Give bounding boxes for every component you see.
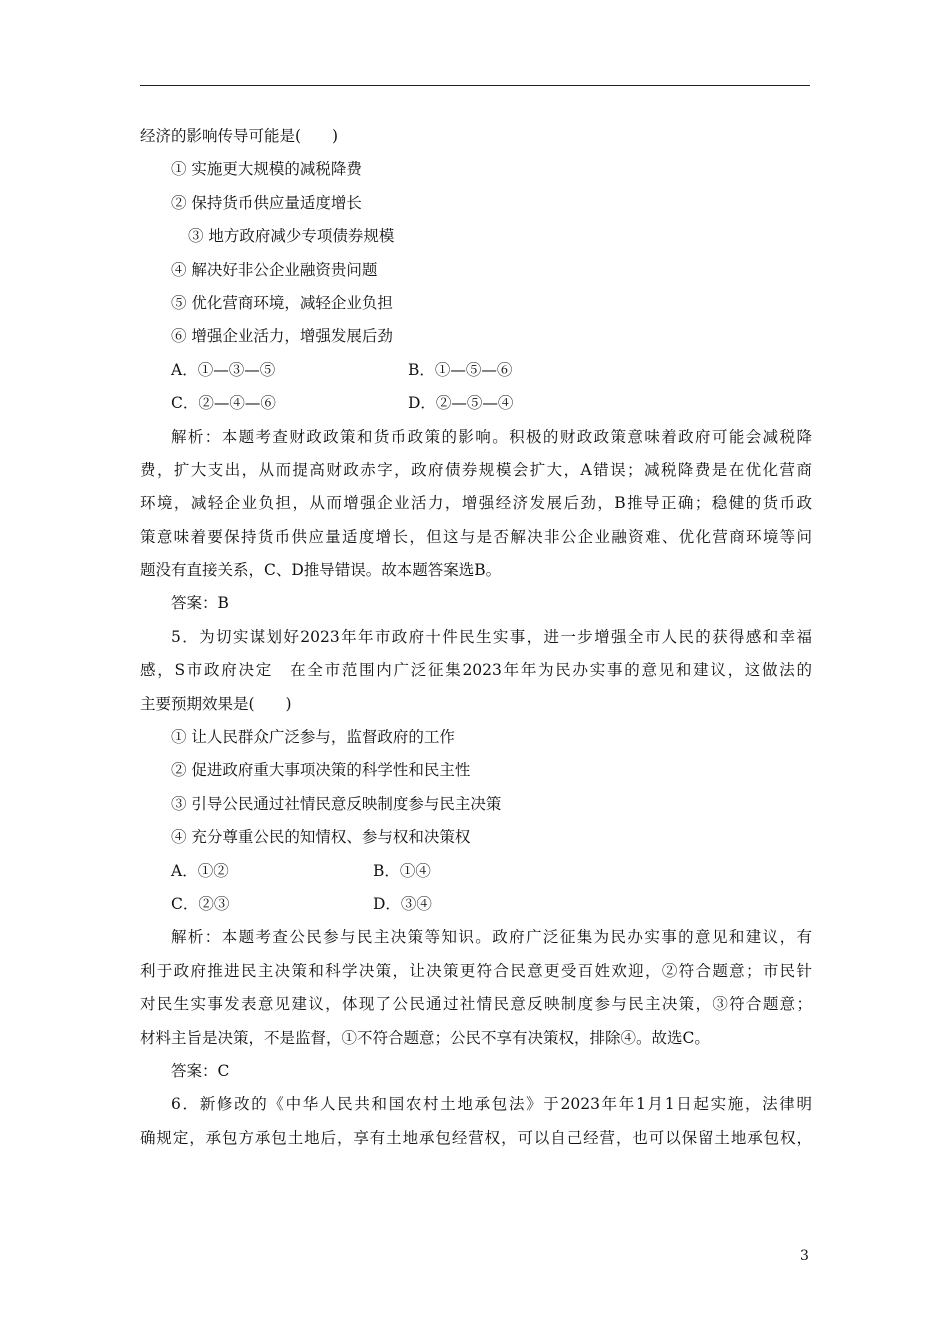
q5-stem-line: 5．为切实谋划好2023年年市政府十件民生实事，进一步增强全市人民的获得感和幸福 — [171, 627, 812, 646]
q5-option-b: B．①④ — [373, 861, 431, 880]
q4-analysis-line: 环境，减轻企业负担，从而增强企业活力，增强经济发展后劲，B推导正确；稳健的货币政 — [140, 494, 812, 513]
q5-options-row-1 — [140, 855, 812, 888]
q6-stem-line: 6．新修改的《中华人民共和国农村土地承包法》于2023年年1月1日起实施，法律明 — [171, 1095, 812, 1114]
q5-stem-line: 感，S市政府决定 在全市范围内广泛征集2023年年为民办实事的意见和建议，这做法的 — [140, 661, 812, 680]
q4-stem-tail: 经济的影响传导可能是( ) — [140, 127, 339, 145]
q4-analysis-line: 题没有直接关系，C、D推导错误。故本题答案选B。 — [140, 561, 502, 580]
q4-item: ② 保持货币供应量适度增长 — [171, 193, 362, 212]
q4-item: ① 实施更大规模的减税降费 — [171, 160, 362, 179]
q4-analysis-line: 解析：本题考查财政政策和货币政策的影响。积极的财政政策意味着政府可能会减税降 — [171, 427, 812, 446]
q4-options-row-2 — [140, 387, 812, 420]
q4-answer: 答案：B — [171, 594, 229, 613]
q4-option-b: B．①—⑤—⑥ — [408, 360, 513, 379]
q4-item: ⑤ 优化营商环境，减轻企业负担 — [171, 293, 393, 312]
q5-option-a: A．①② — [171, 861, 229, 880]
q5-item: ① 让人民群众广泛参与，监督政府的工作 — [171, 728, 455, 747]
q5-item: ② 促进政府重大事项决策的科学性和民主性 — [171, 761, 471, 780]
q5-item: ④ 充分尊重公民的知情权、参与权和决策权 — [171, 828, 471, 847]
q4-analysis-line: 费，扩大支出，从而提高财政赤字，政府债券规模会扩大，A错误；减税降费是在优化营商 — [140, 460, 812, 479]
q4-analysis-line: 策意味着要保持货币供应量适度增长，但这与是否解决非公企业融资难、优化营商环境等问 — [140, 527, 812, 546]
q4-item: ③ 地方政府减少专项债券规模 — [188, 227, 395, 246]
q4-option-a: A．①—③—⑤ — [171, 360, 276, 379]
q5-analysis-line: 对民生实事发表意见建议，体现了公民通过社情民意反映制度参与民主决策，③符合题意； — [140, 995, 812, 1014]
q4-item: ④ 解决好非公企业融资贵问题 — [171, 260, 378, 279]
q5-analysis-line: 解析：本题考查公民参与民主决策等知识。政府广泛征集为民办实事的意见和建议，有 — [171, 928, 812, 947]
q5-stem-line: 主要预期效果是( ) — [140, 694, 292, 713]
q4-item: ⑥ 增强企业活力，增强发展后劲 — [171, 327, 393, 346]
q4-option-d: D．②—⑤—④ — [408, 394, 514, 413]
page-number: 3 — [800, 1248, 809, 1264]
q5-answer: 答案：C — [171, 1061, 230, 1080]
q4-option-c: C．②—④—⑥ — [171, 394, 276, 413]
q6-stem-line: 确规定，承包方承包土地后，享有土地承包经营权，可以自己经营，也可以保留土地承包权， — [140, 1128, 812, 1147]
q5-analysis-line: 材料主旨是决策，不是监督，①不符合题意；公民不享有决策权，排除④。故选C。 — [140, 1028, 710, 1047]
q5-option-c: C．②③ — [171, 894, 230, 913]
q5-options-row-2 — [140, 888, 812, 921]
q5-analysis-line: 利于政府推进民主决策和科学决策，让决策更符合民意更受百姓欢迎，②符合题意；市民针 — [140, 961, 812, 980]
page-content — [140, 120, 812, 1155]
q4-options-row-1 — [140, 354, 812, 387]
q5-item: ③ 引导公民通过社情民意反映制度参与民主决策 — [171, 794, 502, 813]
header-rule — [140, 85, 810, 86]
q5-option-d: D．③④ — [373, 894, 432, 913]
